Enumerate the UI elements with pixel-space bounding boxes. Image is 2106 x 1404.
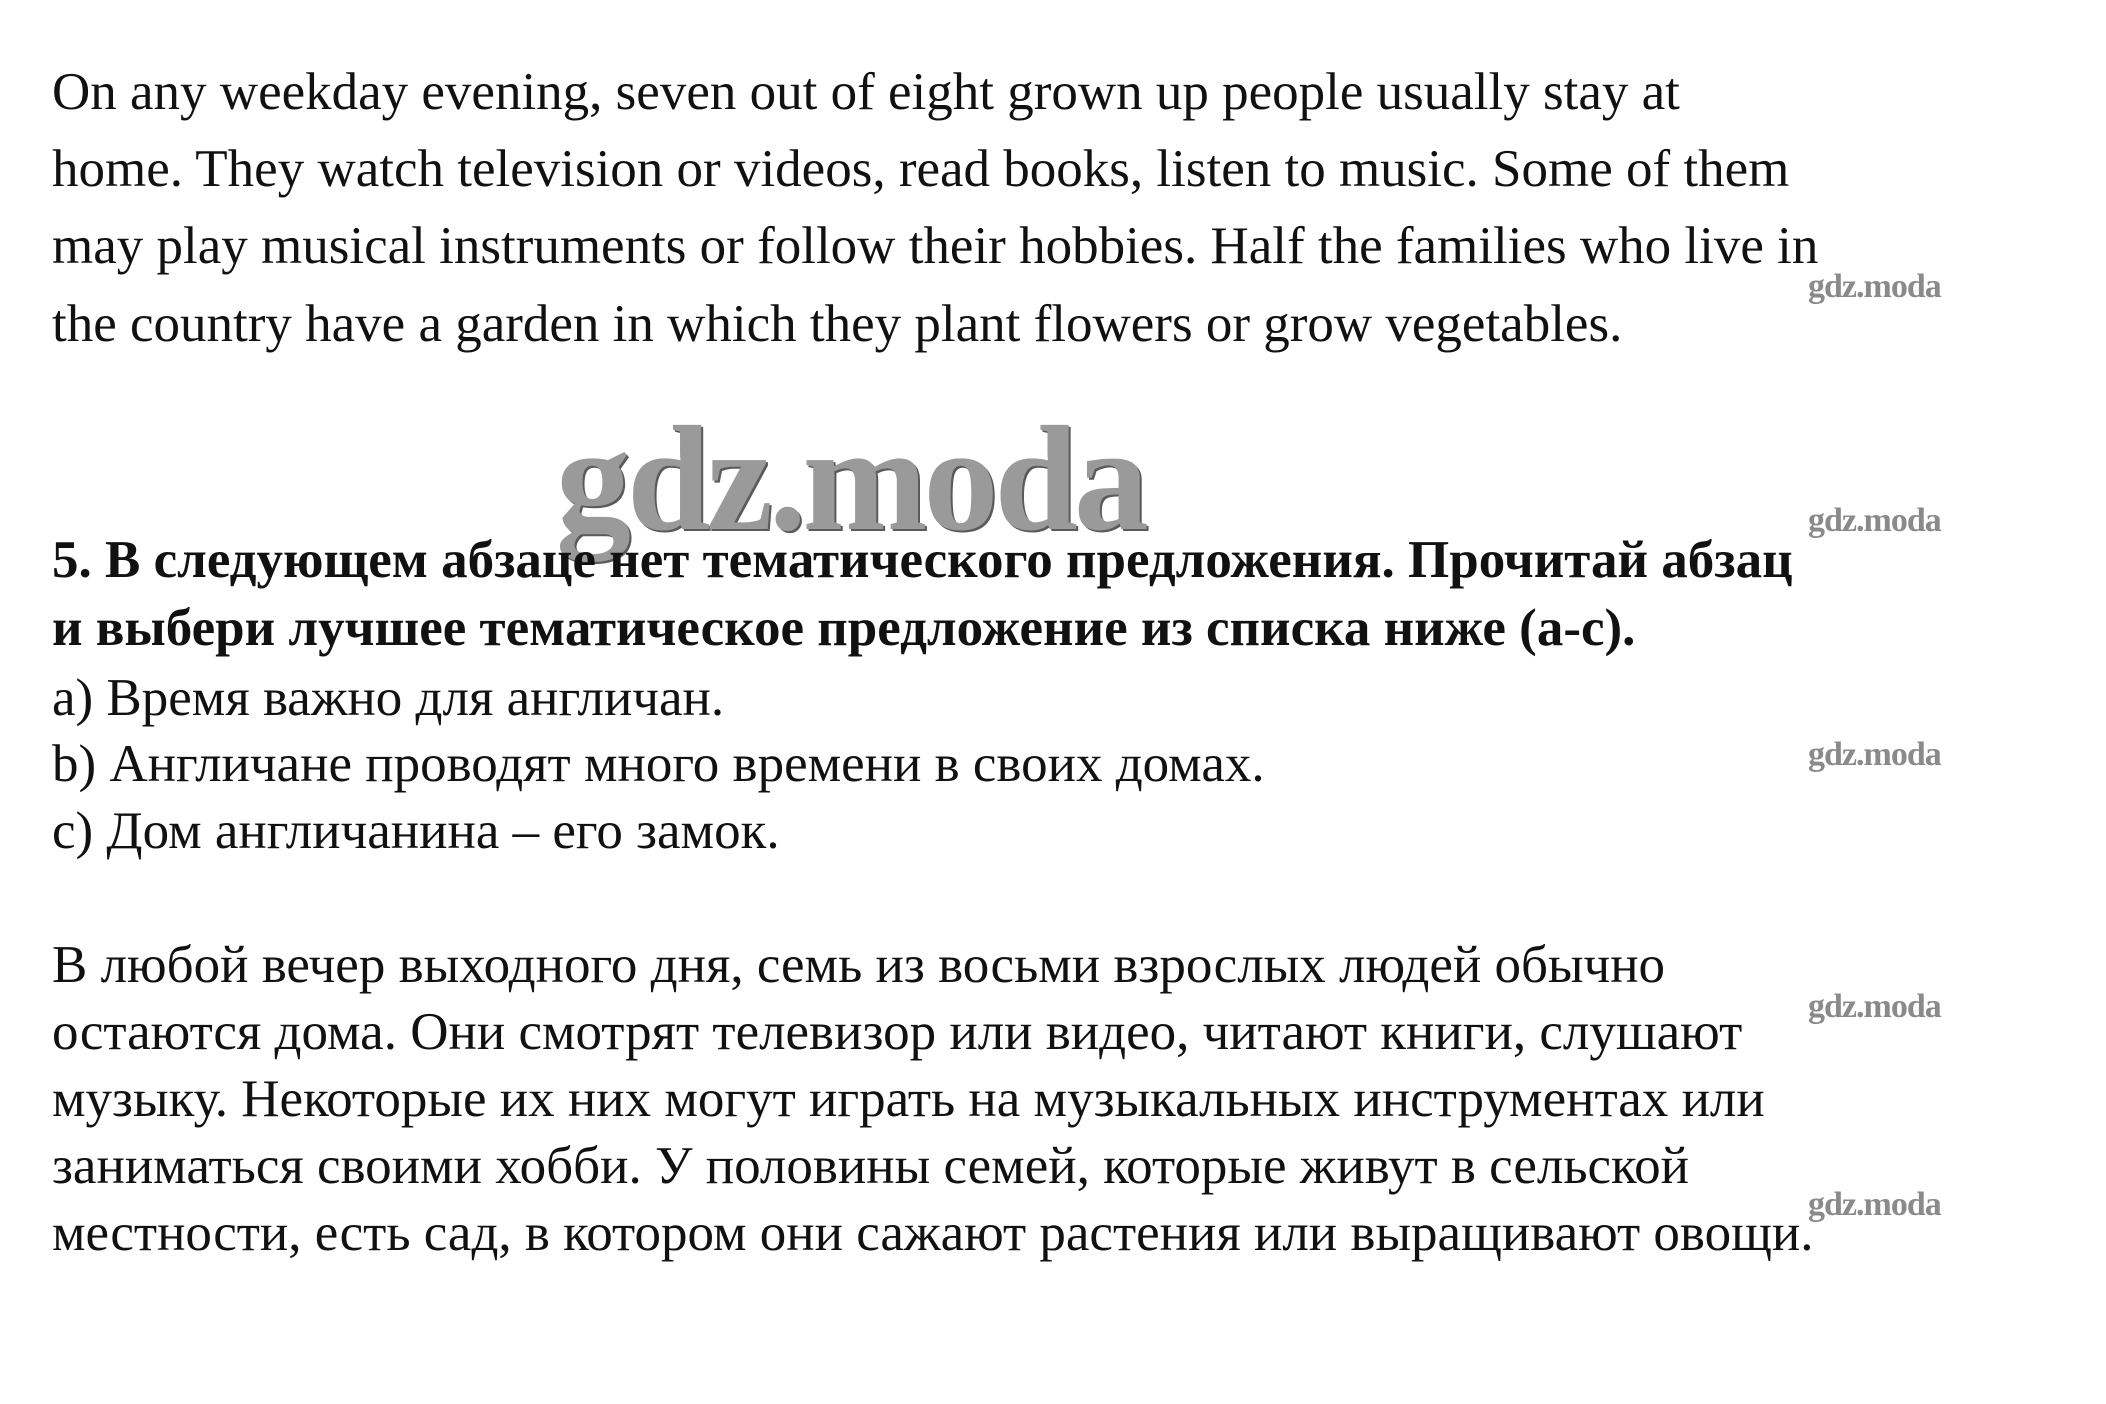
russian-line: В любой вечер выходного дня, семь из восьми взрослых людей обычно [52, 936, 1666, 994]
watermark-small: gdz.moda [1808, 268, 1941, 305]
watermark-large: gdz.moda [556, 396, 1145, 562]
option-b: b) Англичане проводят много времени в своих домах. [52, 735, 1265, 793]
english-line: the country have a garden in which they plant flowers or grow vegetables. [52, 295, 1623, 353]
watermark-small: gdz.moda [1808, 736, 1941, 773]
option-a: a) Время важно для англичан. [52, 669, 725, 727]
russian-line: музыку. Некоторые их них могут играть на музыкальных инструментах или [52, 1070, 1765, 1128]
russian-line: местности, есть сад, в котором они сажают растения или выращивают овощи. [52, 1204, 1814, 1262]
english-line: home. They watch television or videos, read books, listen to music. Some of them [52, 140, 1790, 198]
russian-line: остаются дома. Они смотрят телевизор или видео, читают книги, слушают [52, 1003, 1743, 1061]
exercise-heading-line: 5. В следующем абзаце нет тематического предложения. Прочитай абзац [52, 531, 1793, 589]
watermark-small: gdz.moda [1808, 988, 1941, 1025]
option-c: c) Дом англичанина – его замок. [52, 802, 780, 860]
exercise-heading-line: и выбери лучшее тематическое предложение из списка ниже (a-c). [52, 599, 1636, 657]
english-line: may play musical instruments or follow their hobbies. Half the families who live in [52, 217, 1819, 275]
english-line: On any weekday evening, seven out of eight grown up people usually stay at [52, 63, 1680, 121]
watermark-small: gdz.moda [1808, 1186, 1941, 1223]
russian-line: заниматься своими хобби. У половины семей, которые живут в сельской [52, 1137, 1689, 1195]
watermark-small: gdz.moda [1808, 502, 1941, 539]
